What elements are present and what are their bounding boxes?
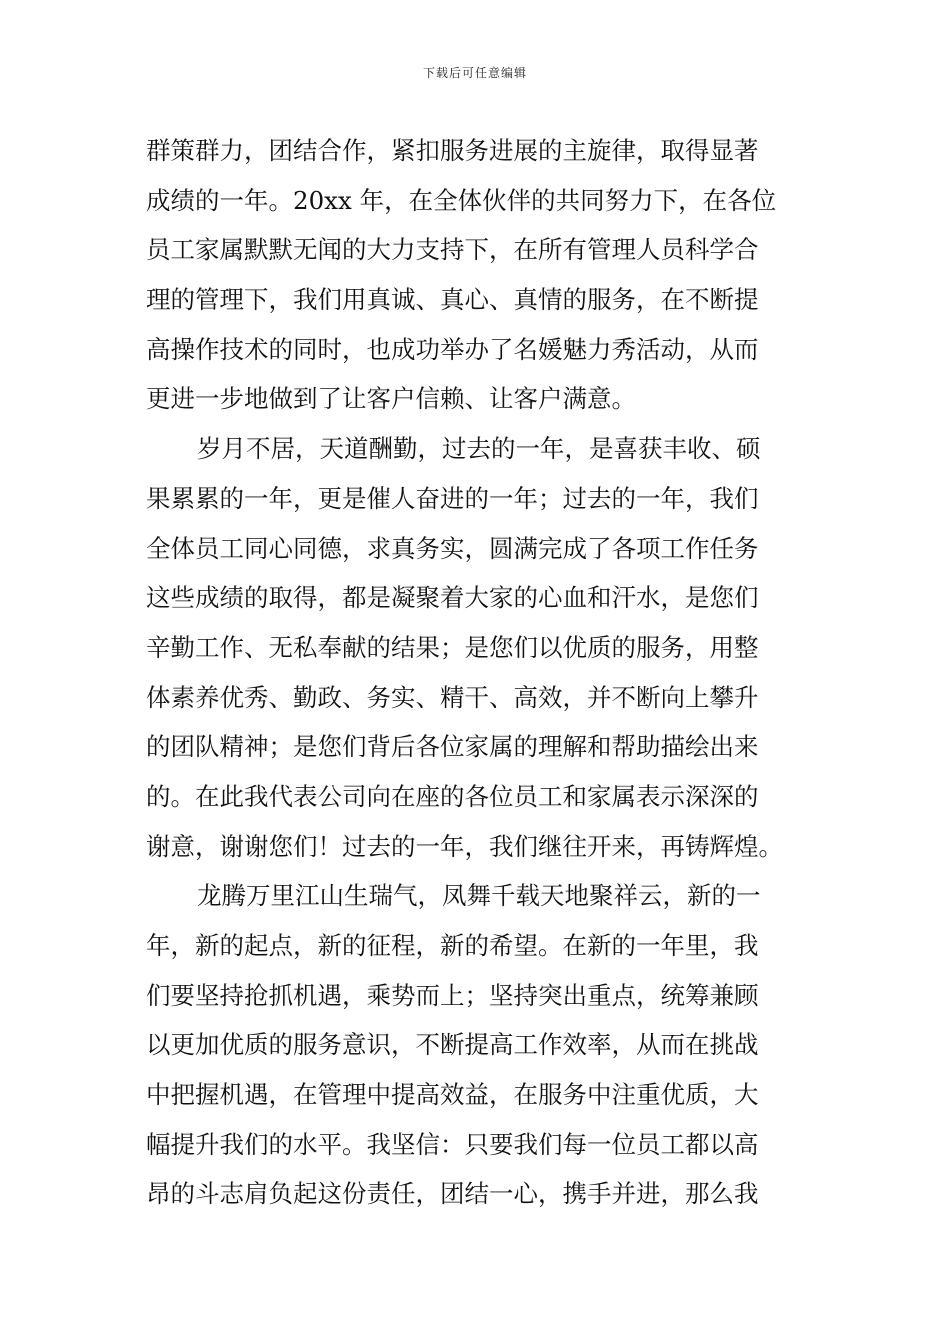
text-line: 幅提升我们的水平。我坚信：只要我们每一位员工都以高	[146, 1129, 759, 1159]
text-line: 们要坚持抢抓机遇，乘势而上；坚持突出重点，统筹兼顾	[146, 980, 759, 1010]
text-line: 辛勤工作、无私奉献的结果；是您们以优质的服务，用整	[146, 632, 759, 662]
paragraph-first-line: 岁月不居，天道酬勤，过去的一年，是喜获丰收、硕	[197, 434, 761, 464]
text-line: 谢意，谢谢您们！过去的一年，我们继往开来，再铸辉煌。	[146, 831, 783, 861]
text-line: 员工家属默默无闻的大力支持下，在所有管理人员科学合	[146, 235, 759, 265]
text-line: 这些成绩的取得，都是凝聚着大家的心血和汗水，是您们	[146, 583, 759, 613]
text-line: 以更加优质的服务意识，不断提高工作效率，从而在挑战	[146, 1030, 759, 1060]
text-line: 的。在此我代表公司向在座的各位员工和家属表示深深的	[146, 781, 759, 811]
text-line: 昂的斗志肩负起这份责任，团结一心，携手并进，那么我	[146, 1179, 759, 1209]
text-line: 年，新的起点，新的征程，新的希望。在新的一年里，我	[146, 931, 759, 960]
text-line: 全体员工同心同德，求真务实，圆满完成了各项工作任务	[146, 533, 759, 563]
text-line: 果累累的一年，更是催人奋进的一年；过去的一年，我们	[146, 483, 759, 513]
text-line: 高操作技术的同时，也成功举办了名媛魅力秀活动，从而	[146, 334, 759, 364]
text-line: 的团队精神；是您们背后各位家属的理解和帮助描绘出来	[146, 732, 759, 762]
text-line: 成绩的一年。20xx 年，在全体伙伴的共同努力下，在各位	[146, 185, 777, 215]
text-line: 体素养优秀、勤政、务实、精干、高效，并不断向上攀升	[146, 682, 759, 712]
text-line: 理的管理下，我们用真诚、真心、真情的服务，在不断提	[146, 285, 759, 315]
text-line: 中把握机遇，在管理中提高效益，在服务中注重优质，大	[146, 1080, 759, 1110]
text-line: 群策群力，团结合作，紧扣服务进展的主旋律，取得显著	[146, 136, 759, 165]
page-header-note: 下载后可任意编辑	[422, 66, 527, 80]
text-line: 更进一步地做到了让客户信赖、让客户满意。	[146, 384, 636, 414]
document-body	[146, 126, 806, 1219]
paragraph-first-line: 龙腾万里江山生瑞气，凤舞千载天地聚祥云，新的一	[197, 881, 761, 911]
